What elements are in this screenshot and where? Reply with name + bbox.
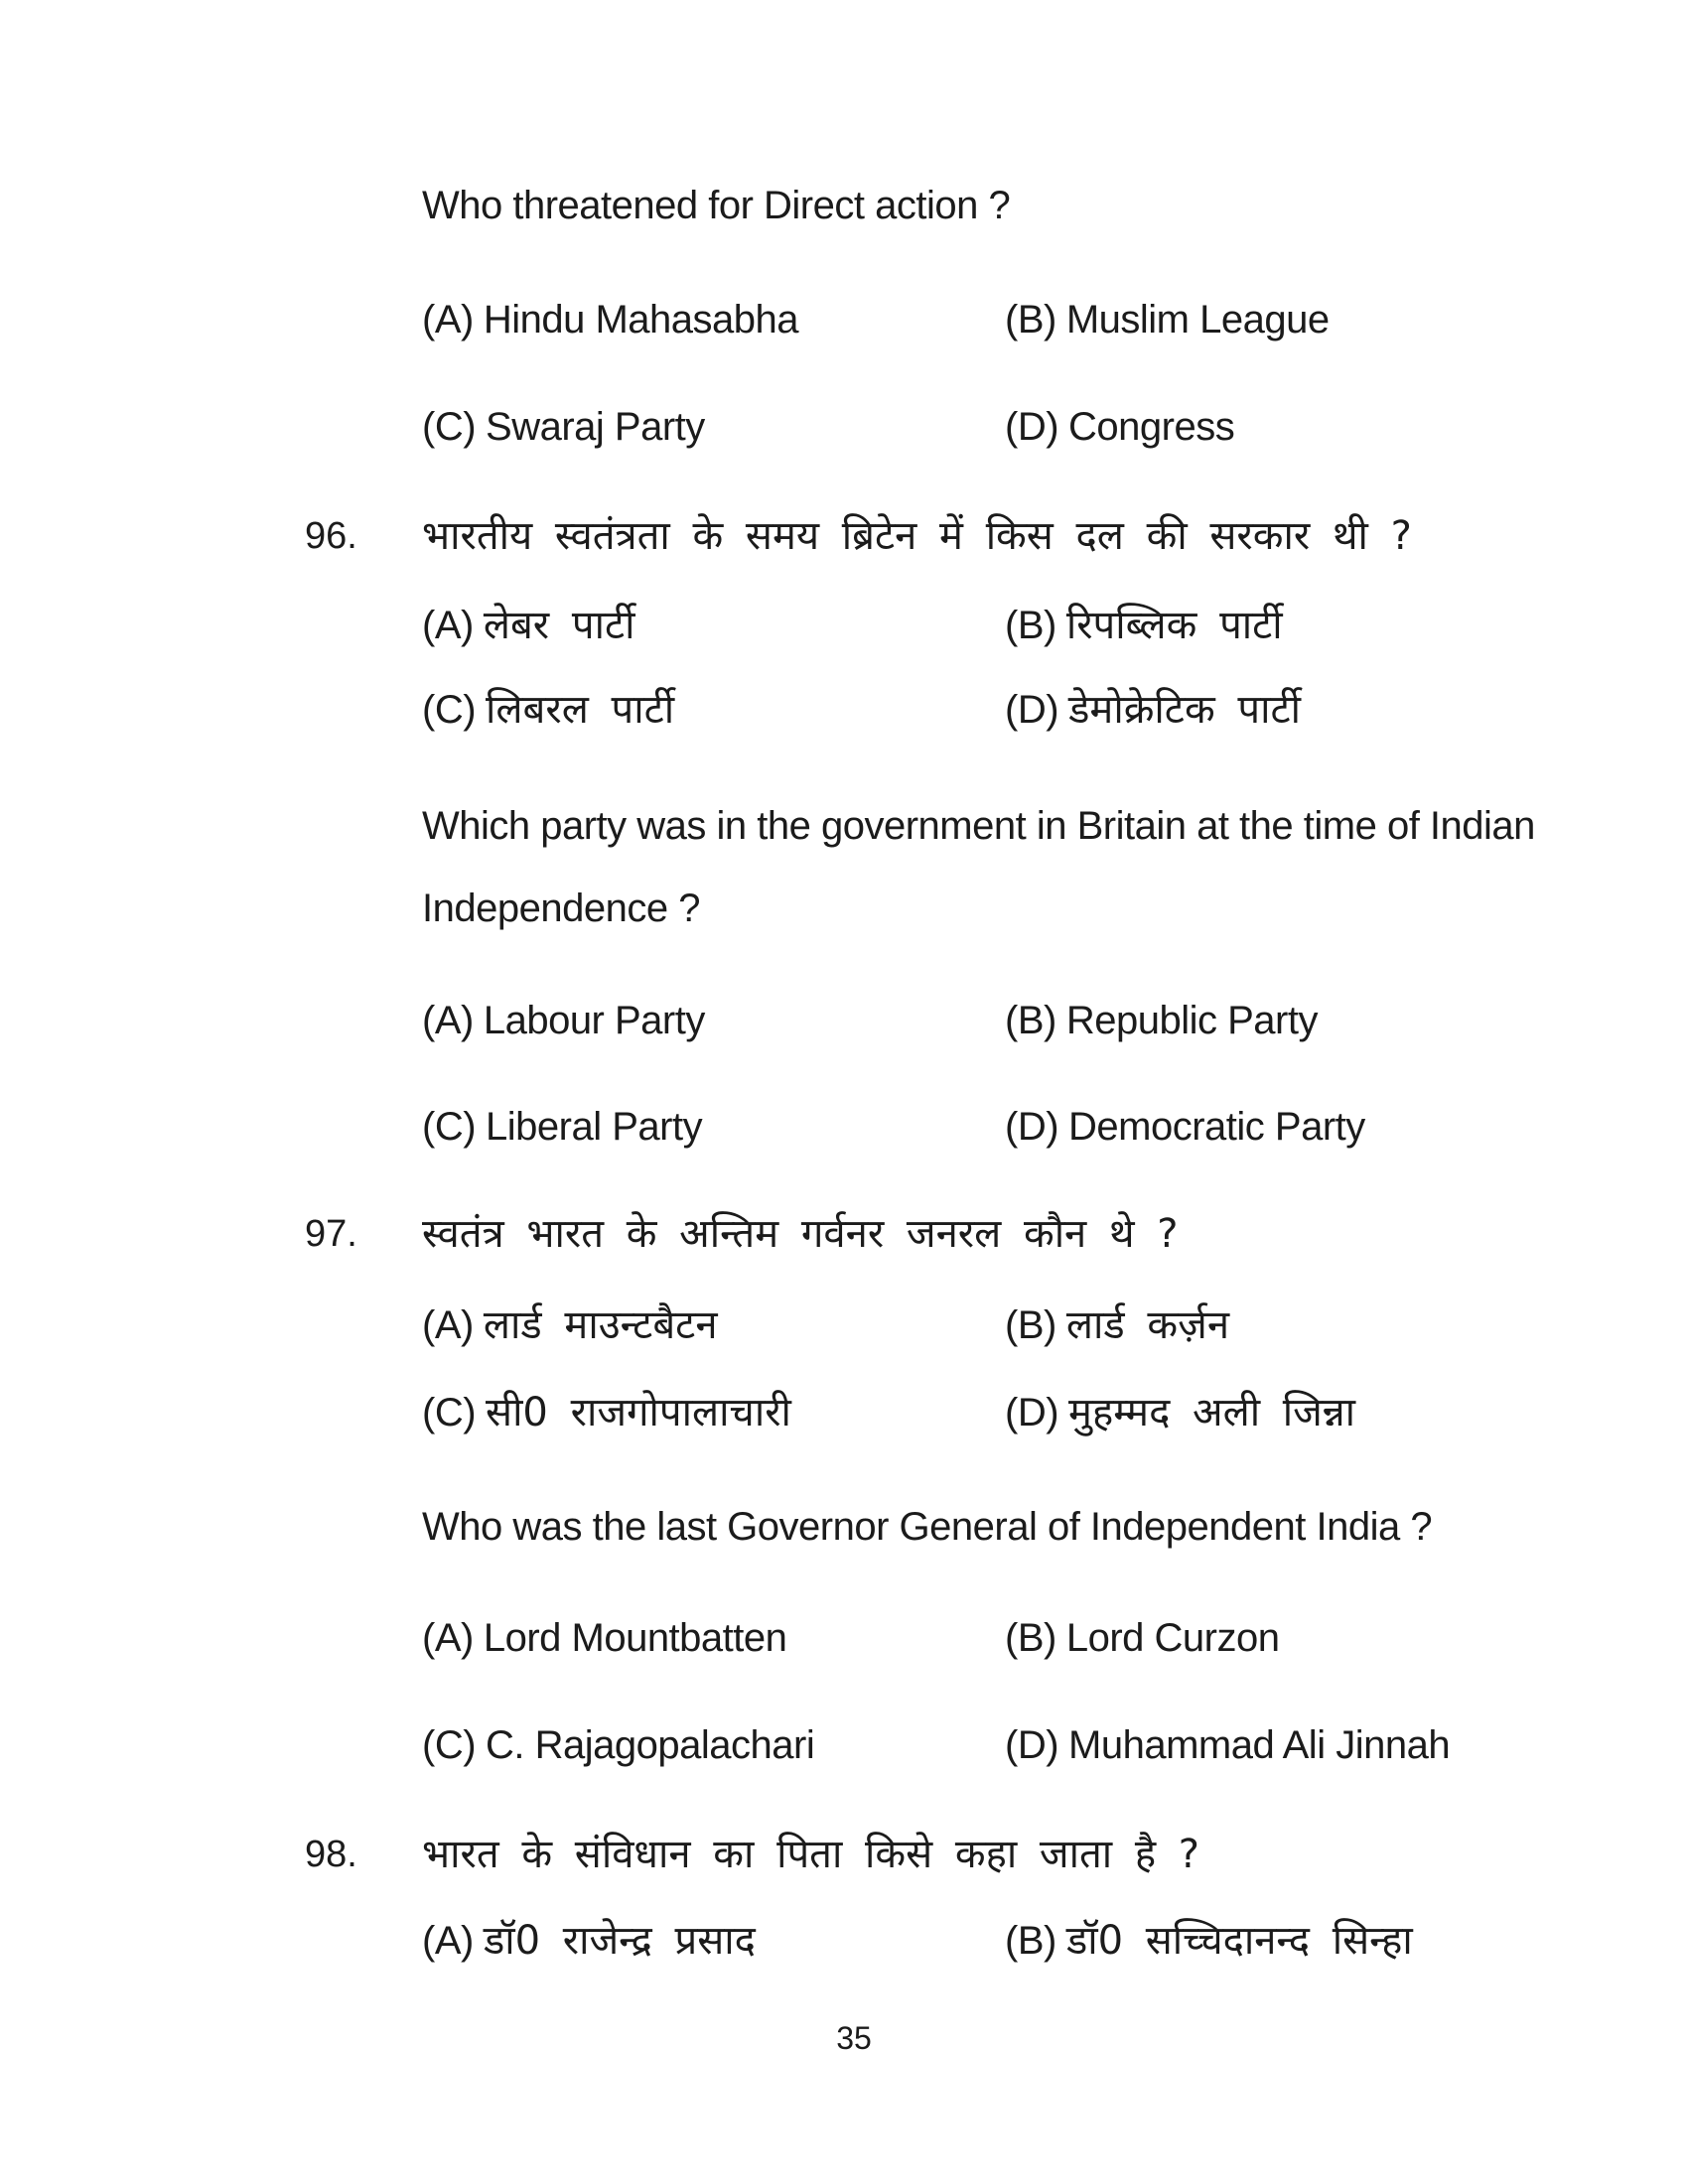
option-text: Congress (1068, 405, 1235, 449)
option-key: (D) (1005, 688, 1059, 732)
option-key: (B) (1005, 1616, 1056, 1660)
option-key: (C) (422, 688, 477, 732)
q97-en-option-b (1005, 1614, 1564, 1662)
q95-option-a (422, 296, 1005, 343)
option-key: (C) (422, 1105, 477, 1149)
option-key: (A) (422, 298, 474, 341)
q96-hi-option-a (422, 602, 1005, 649)
q95-question-english: Who threatened for Direct action ? (422, 184, 1011, 227)
page-number: 35 (836, 2020, 872, 2056)
q97-question-hindi: स्वतंत्र भारत के अन्तिम गर्वनर जनरल कौन थे ? (422, 1211, 1179, 1257)
option-key: (B) (1005, 1303, 1056, 1347)
option-key: (A) (422, 1919, 474, 1963)
q95-option-b (1005, 296, 1564, 343)
option-text: Lord Curzon (1065, 1616, 1280, 1660)
q98-hi-option-a (422, 1917, 1005, 1965)
q96-en-option-a (422, 997, 1005, 1044)
q95-option-d (1005, 403, 1564, 451)
q96-hi-option-d (1005, 686, 1564, 734)
q97-question-english: Who was the last Governor General of Independent India ? (422, 1505, 1433, 1549)
q96-question-hindi: भारतीय स्वतंत्रता के समय ब्रिटेन में किस दल की सरकार थी ? (422, 513, 1412, 559)
q97-hi-option-c (422, 1389, 1005, 1436)
option-text: Lord Mountbatten (483, 1616, 787, 1660)
q95-en-options-row-2 (422, 403, 1564, 451)
q96-question-english-line2: Independence ? (422, 887, 700, 930)
q97-hi-option-d (1005, 1389, 1564, 1436)
q97-hi-option-b (1005, 1301, 1564, 1349)
option-text: लिबरल पार्टी (486, 687, 675, 733)
option-text: डेमोक्रेटिक पार्टी (1068, 687, 1301, 733)
option-key: (A) (422, 999, 474, 1042)
option-key: (B) (1005, 604, 1056, 647)
option-key: (C) (422, 1391, 477, 1434)
option-key: (B) (1005, 1919, 1056, 1963)
option-text: Liberal Party (486, 1105, 703, 1149)
option-key: (D) (1005, 1391, 1059, 1434)
q96-en-options-row-2 (422, 1103, 1564, 1151)
option-text: सी0 राजगोपालाचारी (486, 1390, 791, 1435)
q97-hi-options-row-1 (422, 1301, 1564, 1349)
q98-number: 98. (305, 1834, 357, 1875)
q97-en-option-c (422, 1721, 1005, 1769)
q97-en-option-d (1005, 1721, 1564, 1769)
option-text: Hindu Mahasabha (483, 298, 798, 341)
option-key: (D) (1005, 1723, 1059, 1767)
option-text: Labour Party (483, 999, 705, 1042)
q97-number: 97. (305, 1213, 357, 1255)
option-text: लेबर पार्टी (483, 603, 635, 648)
option-text: लार्ड माउन्टबैटन (483, 1302, 718, 1348)
q96-en-option-b (1005, 997, 1564, 1044)
option-text: डॉ0 सच्चिदानन्द सिन्हा (1065, 1918, 1413, 1964)
q96-hi-option-b (1005, 602, 1564, 649)
q97-en-option-a (422, 1614, 1005, 1662)
q96-number: 96. (305, 515, 357, 557)
q96-hi-options-row-2 (422, 686, 1564, 734)
option-key: (B) (1005, 999, 1056, 1042)
option-key: (C) (422, 405, 477, 449)
q97-hi-option-a (422, 1301, 1005, 1349)
q96-question-english-line1: Which party was in the government in Britain at the time of Indian (422, 804, 1535, 848)
option-text: Muhammad Ali Jinnah (1068, 1723, 1451, 1767)
option-key: (D) (1005, 1105, 1059, 1149)
option-key: (D) (1005, 405, 1059, 449)
option-text: मुहम्मद अली जिन्ना (1068, 1390, 1355, 1435)
q96-en-options-row-1 (422, 997, 1564, 1044)
q95-en-options-row-1 (422, 296, 1564, 343)
option-key: (B) (1005, 298, 1056, 341)
q96-hi-options-row-1 (422, 602, 1564, 649)
q98-hi-options-row-1 (422, 1917, 1564, 1965)
q98-question-hindi: भारत के संविधान का पिता किसे कहा जाता है ? (422, 1832, 1200, 1877)
q96-hi-option-c (422, 686, 1005, 734)
q96-en-option-c (422, 1103, 1005, 1151)
option-key: (C) (422, 1723, 477, 1767)
q98-hi-option-b (1005, 1917, 1564, 1965)
q95-option-c (422, 403, 1005, 451)
option-text: डॉ0 राजेन्द्र प्रसाद (483, 1918, 756, 1964)
q97-hi-options-row-2 (422, 1389, 1564, 1436)
option-key: (A) (422, 604, 474, 647)
q97-en-options-row-2 (422, 1721, 1564, 1769)
option-text: Muslim League (1065, 298, 1330, 341)
q97-en-options-row-1 (422, 1614, 1564, 1662)
q96-en-option-d (1005, 1103, 1564, 1151)
option-text: रिपब्लिक पार्टी (1065, 603, 1283, 648)
option-key: (A) (422, 1303, 474, 1347)
option-text: लार्ड कर्ज़न (1065, 1302, 1230, 1348)
option-text: Swaraj Party (486, 405, 705, 449)
option-key: (A) (422, 1616, 474, 1660)
option-text: Republic Party (1065, 999, 1318, 1042)
option-text: C. Rajagopalachari (486, 1723, 815, 1767)
option-text: Democratic Party (1068, 1105, 1365, 1149)
